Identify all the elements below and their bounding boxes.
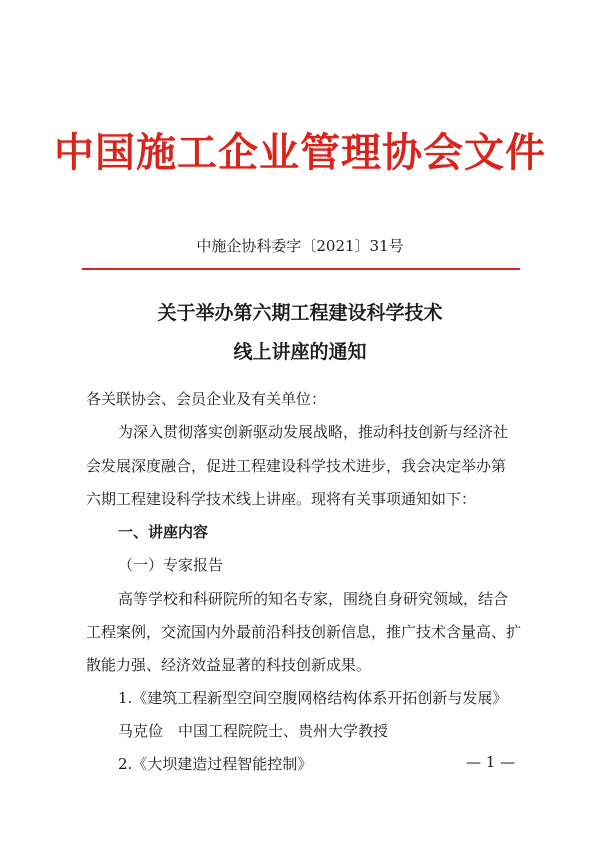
section-heading-lecture-content: 一、讲座内容: [118, 523, 209, 541]
lecture-item-1-speaker: 马克俭 中国工程院院士、贵州大学教授: [118, 722, 389, 740]
salutation: 各关联协会、会员企业及有关单位：: [86, 390, 327, 408]
experts-paragraph-line-2: 工程案例，交流国内外最前沿科技创新信息，推广技术含量高、扩: [86, 623, 522, 641]
intro-paragraph-line-3: 六期工程建设科学技术线上讲座。现将有关事项通知如下：: [86, 490, 477, 508]
intro-paragraph-line-2: 会发展深度融合，促进工程建设科学技术进步，我会决定举办第: [86, 457, 507, 475]
lecture-item-1-title: 1.《建筑工程新型空间空腹网格结构体系开拓创新与发展》: [118, 689, 508, 707]
experts-paragraph-line-3: 散能力强、经济效益显著的科技创新成果。: [86, 656, 372, 674]
intro-paragraph-line-1: 为深入贯彻落实创新驱动发展战略，推动科技创新与经济社: [118, 423, 509, 441]
masthead-title: 中国施工企业管理协会文件: [54, 130, 546, 176]
page-number: — 1 —: [466, 753, 516, 771]
lecture-item-2-title: 2.《大坝建造过程智能控制》: [118, 755, 313, 773]
subsection-heading-expert-reports: （一）专家报告: [118, 556, 224, 574]
notice-title-line-2: 线上讲座的通知: [233, 341, 367, 363]
red-divider-line: [82, 268, 520, 270]
document-number: 中施企协科委字〔2021〕31号: [196, 237, 404, 255]
experts-paragraph-line-1: 高等学校和科研院所的知名专家，围绕自身研究领域，结合: [118, 590, 509, 608]
notice-title-line-1: 关于举办第六期工程建设科学技术: [157, 302, 443, 324]
